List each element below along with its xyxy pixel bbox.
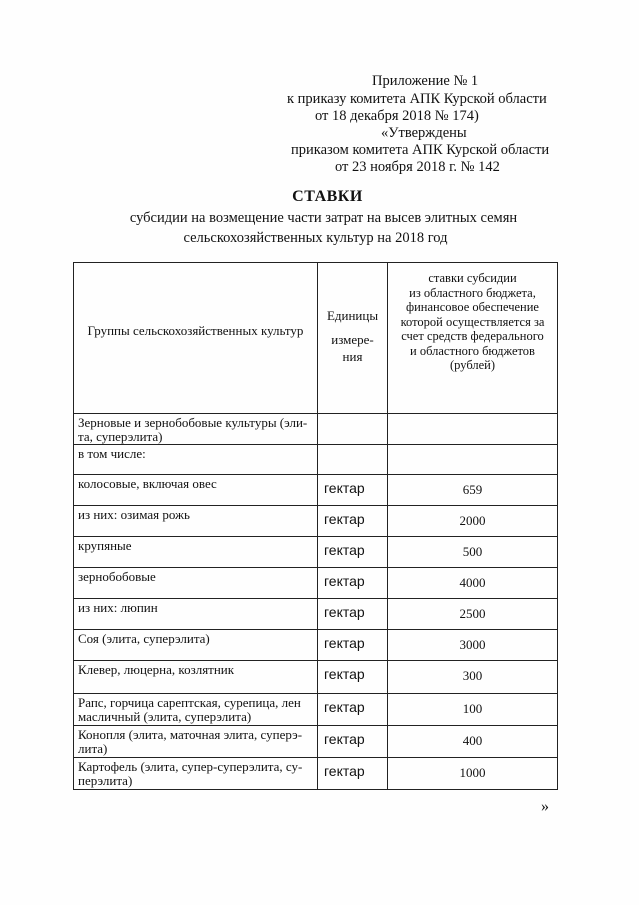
table-row <box>74 475 558 506</box>
rate-cell <box>388 414 558 445</box>
rate-cell: 400 <box>388 726 558 758</box>
table-row <box>74 414 558 445</box>
header-rates-line6: и областного бюджетов <box>410 343 535 358</box>
unit-cell: гектар <box>318 726 388 758</box>
crop-group-cell <box>74 475 318 506</box>
crop-group-line1: крупяные <box>78 538 132 553</box>
header-rates <box>394 271 551 373</box>
unit-cell <box>318 445 388 475</box>
table-header-row <box>74 263 558 414</box>
crop-group-line1: Зерновые и зернобобовые культуры (эли- <box>78 415 308 430</box>
crop-group-cell <box>74 758 318 790</box>
crop-group-cell <box>74 599 318 630</box>
table-row <box>74 726 558 758</box>
header-groups-cell <box>74 263 318 414</box>
crop-group-line1: Соя (элита, суперэлита) <box>78 631 210 646</box>
document-subtitle-line2: сельскохозяйственных культур на 2018 год <box>183 230 448 246</box>
crop-group-line1: Рапс, горчица сарептская, сурепица, лен <box>78 695 301 710</box>
header-units-line3: ния <box>342 349 363 364</box>
header-units <box>318 307 387 365</box>
crop-group-line1: Картофель (элита, супер-суперэлита, су- <box>78 759 303 774</box>
crop-group-line1: колосовые, включая овес <box>78 476 217 491</box>
crop-group-cell <box>74 506 318 537</box>
header-rates-line1: ставки субсидии <box>428 271 517 285</box>
unit-cell: гектар <box>318 506 388 537</box>
rate-cell: 2500 <box>388 599 558 630</box>
unit-cell: гектар <box>318 599 388 630</box>
crop-group-line1: Конопля (элита, маточная элита, суперэ- <box>78 727 303 742</box>
unit-cell: гектар <box>318 694 388 726</box>
order-date: от 18 декабря 2018 № 174) <box>315 108 479 124</box>
table-row <box>74 758 558 790</box>
rate-cell: 3000 <box>388 630 558 661</box>
rate-cell: 2000 <box>388 506 558 537</box>
crop-group-line2: перэлита) <box>78 773 133 788</box>
closing-quote-mark: » <box>541 798 549 815</box>
crop-group-cell <box>74 694 318 726</box>
crop-group-line1: Клевер, люцерна, козлятник <box>78 662 235 677</box>
rate-cell: 659 <box>388 475 558 506</box>
header-groups: Группы сельскохозяйственных культур <box>87 323 304 338</box>
unit-cell: гектар <box>318 568 388 599</box>
table-row <box>74 694 558 726</box>
appendix-label: Приложение № 1 <box>372 73 479 89</box>
crop-group-line1: в том числе: <box>78 446 146 461</box>
crop-group-cell <box>74 630 318 661</box>
rate-cell: 500 <box>388 537 558 568</box>
header-rates-line5: счет средств федерального <box>401 329 544 343</box>
table-row <box>74 568 558 599</box>
crop-group-cell <box>74 726 318 758</box>
approving-order-date: от 23 ноября 2018 г. № 142 <box>335 159 500 175</box>
document-subtitle-line1: субсидии на возмещение части затрат на высев элитных семян <box>129 210 518 226</box>
table-row <box>74 661 558 694</box>
approved-label: «Утверждены <box>381 125 467 141</box>
crop-group-cell <box>74 414 318 445</box>
crop-group-line1: из них: озимая рожь <box>78 507 190 522</box>
unit-cell: гектар <box>318 537 388 568</box>
table-row <box>74 537 558 568</box>
header-rates-line3: финансовое обеспечение <box>406 300 539 314</box>
unit-cell: гектар <box>318 661 388 694</box>
rate-cell <box>388 445 558 475</box>
approving-order: приказом комитета АПК Курской области <box>291 142 550 158</box>
unit-cell <box>318 414 388 445</box>
unit-cell: гектар <box>318 758 388 790</box>
unit-cell: гектар <box>318 475 388 506</box>
unit-cell: гектар <box>318 630 388 661</box>
header-units-line2: измере- <box>331 332 374 347</box>
rate-cell: 1000 <box>388 758 558 790</box>
header-rates-line2: из областного бюджета, <box>409 285 536 300</box>
crop-group-line2: та, суперэлита) <box>78 429 163 444</box>
crop-group-line2: масличный (элита, суперэлита) <box>78 709 252 724</box>
rate-cell: 4000 <box>388 568 558 599</box>
rate-cell: 300 <box>388 661 558 694</box>
rate-cell: 100 <box>388 694 558 726</box>
crop-group-cell <box>74 568 318 599</box>
header-rates-line7: (рублей) <box>449 358 496 372</box>
header-units-cell <box>318 263 388 414</box>
table-row <box>74 445 558 475</box>
crop-group-cell <box>74 661 318 694</box>
crop-group-cell <box>74 445 318 475</box>
header-rates-line4: которой осуществляется за <box>400 314 545 329</box>
table-row <box>74 506 558 537</box>
order-reference: к приказу комитета АПК Курской области <box>287 91 547 107</box>
subsidy-rates-table <box>73 262 558 790</box>
document-title: СТАВКИ <box>292 188 363 205</box>
header-rates-cell <box>388 263 558 414</box>
crop-group-line1: зернобобовые <box>78 569 156 584</box>
crop-group-line1: из них: люпин <box>78 600 158 615</box>
table-row <box>74 630 558 661</box>
table-row <box>74 599 558 630</box>
header-units-line1: Единицы <box>326 308 379 323</box>
crop-group-cell <box>74 537 318 568</box>
crop-group-line2: лита) <box>78 741 108 756</box>
